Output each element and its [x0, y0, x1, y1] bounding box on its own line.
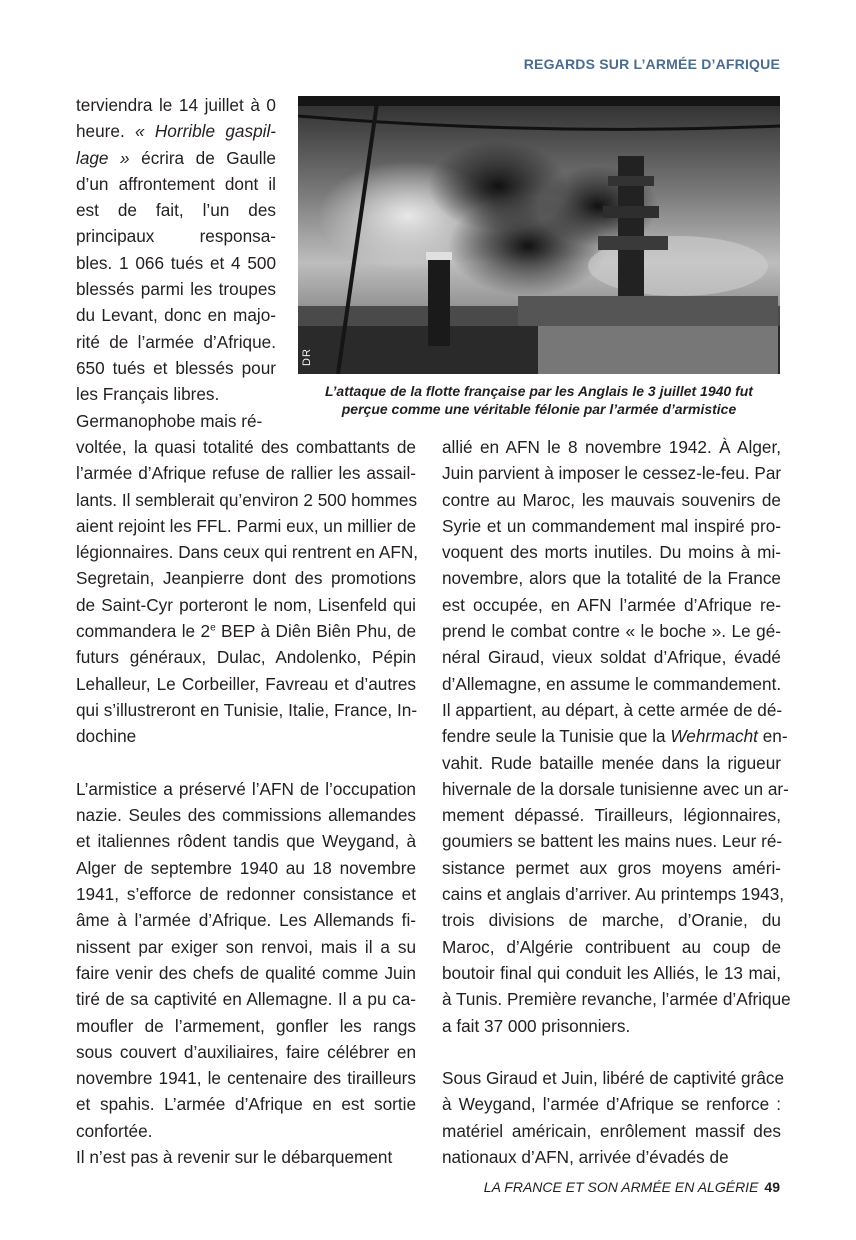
text-line: Sous Giraud et Juin, libéré de captivité grâce — [442, 1068, 785, 1089]
text-line: de Saint-Cyr porteront le nom, Lisenfeld qui — [76, 594, 416, 615]
photo-credit: DR — [301, 348, 313, 366]
text-line: d’Allemagne, en assume le commandement. — [442, 673, 782, 694]
text-line: hivernale de la dorsale tunisienne avec un ar- — [442, 778, 789, 799]
text-line: sistance permet aux gros moyens améri- — [442, 857, 781, 878]
text-line: L’armistice a préservé l’AFN de l’occupation — [76, 778, 416, 799]
text-line: sous couvert d’auxiliaires, faire célébrer en — [76, 1041, 416, 1062]
text-line: bles. 1 066 tués et 4 500 — [76, 252, 276, 273]
text-line: lage » écrira de Gaulle — [76, 147, 276, 168]
text-line: néral Giraud, vieux soldat d’Afrique, évadé — [442, 647, 781, 668]
right-text-column — [442, 434, 791, 1170]
text-line: rité de l’armée d’Afrique. — [76, 331, 276, 352]
text-line: Segretain, Jeanpierre dont des promotions — [76, 568, 416, 589]
left-text-column — [76, 434, 419, 1170]
text-line: dochine — [76, 726, 137, 747]
text-line: novembre 1941, le centenaire des tirailleurs — [76, 1068, 416, 1089]
text-line: mement dépassé. Tirailleurs, légionnaires, — [442, 805, 781, 826]
text-line: vahit. Rude bataille menée dans la rigueur — [442, 752, 781, 773]
text-line: Lehalleur, Le Corbeiller, Favreau et d’autres — [76, 673, 416, 694]
text-line: fendre seule la Tunisie que la Wehrmacht en- — [442, 726, 788, 747]
text-line: novembre, alors que la totalité de la France — [442, 568, 781, 589]
text-line: lants. Il semblerait qu’environ 2 500 hommes — [76, 489, 418, 510]
text-line: Juin parvient à imposer le cessez-le-feu. Par — [442, 463, 782, 484]
paragraph-gap — [76, 750, 416, 776]
text-line: et spahis. L’armée d’Afrique en est sortie — [76, 1094, 416, 1115]
caption-line: perçue comme une véritable félonie par l’armée d’armistice — [341, 401, 737, 417]
text-line: à Tunis. Première revanche, l’armée d’Afrique — [442, 989, 791, 1010]
text-line: moufler de l’armement, gonfler les rangs — [76, 1015, 416, 1036]
text-line: Il appartient, au départ, à cette armée de dé- — [442, 699, 783, 720]
text-line: à Weygand, l’armée d’Afrique se renforce : — [442, 1094, 781, 1115]
text-line: du Levant, donc en majo- — [76, 305, 276, 326]
text-line: nissent par exiger son renvoi, mais il a su — [76, 936, 416, 957]
text-line: prend le combat contre « le boche ». Le gé- — [442, 621, 781, 642]
section-header: REGARDS SUR L’ARMÉE D’AFRIQUE — [523, 56, 780, 72]
text-line: Il n’est pas à revenir sur le débarquement — [76, 1147, 393, 1168]
text-line: confortée. — [76, 1120, 153, 1141]
narrow-text-column — [76, 92, 276, 434]
text-line: allié en AFN le 8 novembre 1942. À Alger, — [442, 437, 781, 457]
text-line: Maroc, d’Algérie contribuent au coup de — [442, 936, 781, 957]
text-line: voltée, la quasi totalité des combattants de — [76, 437, 416, 457]
text-line: âme à l’armée d’Afrique. Les Allemands fi- — [76, 910, 416, 931]
text-line: a fait 37 000 prisonniers. — [442, 1015, 631, 1036]
caption-line: L’attaque de la flotte française par les Anglais le 3 juillet 1940 fut — [325, 383, 753, 399]
photo-caption — [298, 382, 780, 418]
publication-title: LA FRANCE ET SON ARMÉE EN ALGÉRIE — [483, 1179, 759, 1195]
text-line: les Français libres. — [76, 384, 220, 405]
text-line: l’armée d’Afrique refuse de rallier les assail- — [76, 463, 416, 484]
text-line: 1941, s’efforce de redonner consistance et — [76, 884, 416, 905]
text-line: goumiers se battent les mains nues. Leur ré- — [442, 831, 783, 852]
text-line: voquent des morts inutiles. Du moins à mi- — [442, 542, 781, 563]
text-line: Germanophobe mais ré- — [76, 410, 263, 431]
text-line: tiré de sa captivité en Allemagne. Il a pu ca- — [76, 989, 416, 1010]
text-line: est occupée, en AFN l’armée d’Afrique re- — [442, 594, 781, 615]
text-line: nazie. Seules des commissions allemandes — [76, 805, 416, 826]
text-line: et italiennes rôdent tandis que Weygand, à — [76, 831, 416, 852]
text-line: heure. « Horrible gaspil- — [76, 121, 276, 142]
text-line: est de fait, l’un des — [76, 200, 276, 221]
text-line: contre au Maroc, les mauvais souvenirs de — [442, 489, 781, 510]
text-line: cains et anglais d’arriver. Au printemps 1943, — [442, 884, 785, 905]
text-line: principaux responsa- — [76, 226, 276, 247]
text-line: qui s’illustreront en Tunisie, Italie, France, In- — [76, 699, 418, 720]
text-line: futurs généraux, Dulac, Andolenko, Pépin — [76, 647, 416, 668]
text-line: d’un affrontement dont il — [76, 173, 276, 194]
text-line: blessés parmi les troupes — [76, 279, 276, 300]
paragraph-gap — [442, 1039, 781, 1065]
text-line: 650 tués et blessés pour — [76, 357, 276, 378]
text-line: aient rejoint les FFL. Parmi eux, un millier de — [76, 515, 417, 536]
warship-photo — [298, 96, 780, 374]
text-line: commandera le 2e BEP à Diên Biên Phu, de — [76, 621, 416, 642]
page-number: 49 — [764, 1179, 780, 1195]
text-line: boutoir final qui conduit les Alliés, le 13 mai, — [442, 962, 781, 983]
text-line: Syrie et un commandement mal inspiré pro- — [442, 515, 781, 536]
text-line: légionnaires. Dans ceux qui rentrent en AFN, — [76, 542, 419, 563]
page-footer — [484, 1179, 780, 1195]
text-line: matériel américain, enrôlement massif des — [442, 1120, 781, 1141]
text-line: Alger de septembre 1940 au 18 novembre — [76, 857, 416, 878]
text-line: nationaux d’AFN, arrivée d’évadés de — [442, 1147, 729, 1168]
warship-photo-image — [298, 96, 780, 374]
text-line: terviendra le 14 juillet à 0 — [76, 95, 276, 115]
text-line: faire venir des chefs de qualité comme Juin — [76, 962, 416, 983]
text-line: trois divisions de marche, d’Oranie, du — [442, 910, 781, 931]
